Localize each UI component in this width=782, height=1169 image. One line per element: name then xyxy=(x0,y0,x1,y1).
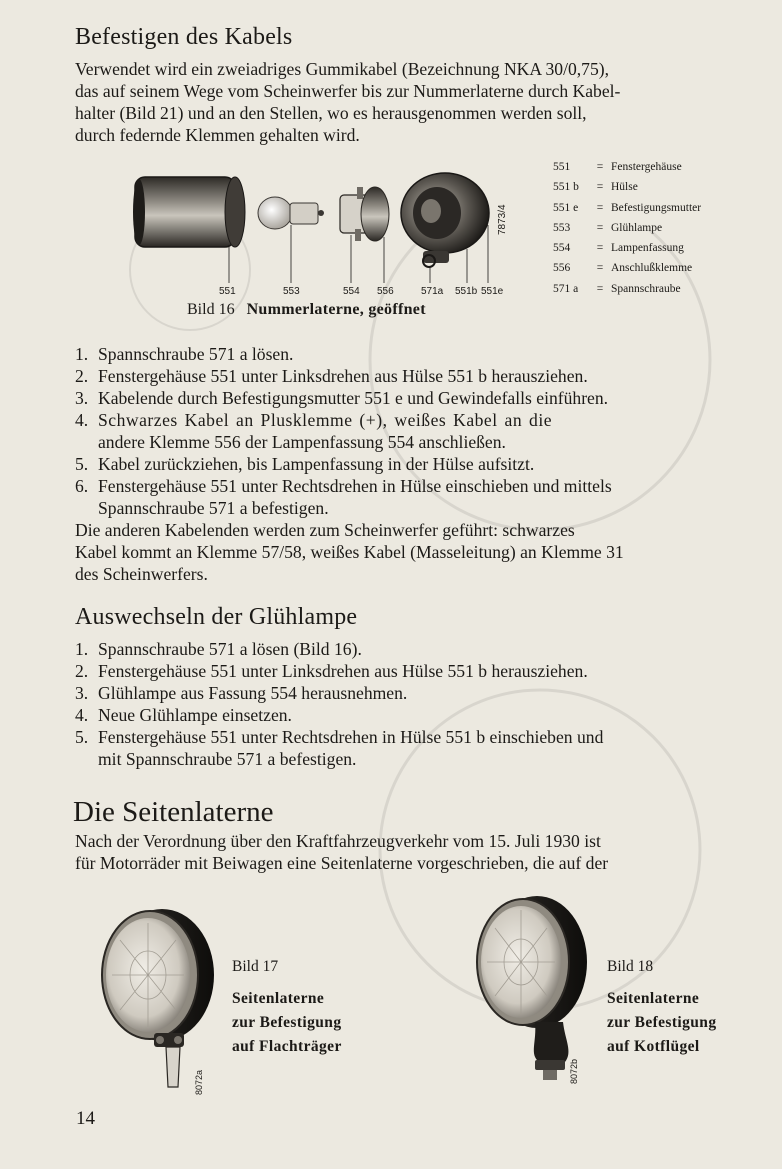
legend-row xyxy=(553,157,701,177)
text-line: Kabel kommt an Klemme 57/58, weißes Kabel (Masseleitung) an Klemme 31 xyxy=(75,542,624,562)
legend-equals: = xyxy=(596,242,604,255)
legend-code: 556 xyxy=(553,262,571,275)
text-line: Nach der Verordnung über den Kraftfahrzeugverkehr vom 15. Juli 1930 ist xyxy=(75,831,601,851)
legend-code: 554 xyxy=(553,242,571,255)
step-number: 4. xyxy=(75,410,89,430)
figure16-caption xyxy=(187,301,426,319)
steps-list-befestigen xyxy=(75,343,769,519)
section3-paragraph xyxy=(75,830,767,874)
list-item xyxy=(75,387,769,409)
figure18-title-line: zur Befestigung xyxy=(607,1014,717,1031)
legend-equals: = xyxy=(596,282,604,295)
step-text: Spannschraube 571 a lösen (Bild 16). xyxy=(98,639,362,659)
figure17-side-lamp-drawing xyxy=(92,905,222,1095)
text-line: Verwendet wird ein zweiadriges Gummikabel (Bezeichnung NKA 30/0,75), xyxy=(75,59,610,79)
legend-text: Befestigungsmutter xyxy=(611,201,702,214)
step-number: 2. xyxy=(75,366,89,386)
sleeve-551b-drawing xyxy=(401,173,489,267)
figure17-title-line: zur Befestigung xyxy=(232,1014,342,1031)
housing-551-drawing xyxy=(133,177,245,247)
legend-equals: = xyxy=(596,221,604,234)
step-text: Spannschraube 571 a lösen. xyxy=(98,344,294,364)
step-text: Kabelende durch Befestigungsmutter 551 e und Gewindefalls einführen. xyxy=(98,388,609,408)
bulb-553-drawing xyxy=(258,197,324,229)
text-line: das auf seinem Wege vom Scheinwerfer bis zur Nummerlaterne durch Kabel- xyxy=(75,81,621,101)
step-number: 3. xyxy=(75,388,89,408)
part-label: 551e xyxy=(481,286,504,297)
socket-554-drawing xyxy=(340,187,389,241)
text-line: Die anderen Kabelenden werden zum Scheinwerfer geführt: schwarzes xyxy=(75,520,575,540)
steps-list-gluehlampe xyxy=(75,638,769,770)
legend-code: 571 a xyxy=(553,282,579,295)
legend-equals: = xyxy=(596,262,604,275)
step-text: andere Klemme 556 der Lampenfassung 554 anschließen. xyxy=(98,432,506,452)
list-item xyxy=(75,638,769,660)
part-label: 556 xyxy=(377,286,394,297)
step-number: 5. xyxy=(75,454,89,474)
legend-row xyxy=(553,238,701,258)
section1-paragraph xyxy=(75,58,767,146)
step-text: mit Spannschraube 571 a befestigen. xyxy=(98,749,357,769)
legend-text: Hülse xyxy=(611,181,638,194)
figure18-title-line: auf Kotflügel xyxy=(607,1038,700,1055)
step-number: 2. xyxy=(75,661,89,681)
step-text: Schwarzes Kabel an Plusklemme (+), weißes Kabel an die xyxy=(98,410,553,430)
legend-text: Fenstergehäuse xyxy=(611,161,682,173)
figure17-ref-code: 8072a xyxy=(194,1069,204,1095)
text-line: des Scheinwerfers. xyxy=(75,564,208,584)
figure18-title-line: Seitenlaterne xyxy=(607,990,700,1007)
figure17-title-line: auf Flachträger xyxy=(232,1038,342,1055)
list-item xyxy=(75,453,769,475)
legend-text: Lampenfassung xyxy=(611,242,684,255)
list-item xyxy=(75,704,769,726)
step-number: 6. xyxy=(75,476,89,496)
legend-text: Glühlampe xyxy=(611,221,663,234)
legend-row xyxy=(553,258,701,278)
step-text: Spannschraube 571 a befestigen. xyxy=(98,498,329,518)
list-item xyxy=(75,726,769,770)
legend-text: Spannschraube xyxy=(611,282,681,295)
legend-row xyxy=(553,177,701,197)
text-line: durch federnde Klemmen gehalten wird. xyxy=(75,125,360,145)
step-text: Neue Glühlampe einsetzen. xyxy=(98,705,292,725)
cable-ends-paragraph xyxy=(75,519,767,585)
part-label: 554 xyxy=(343,286,360,297)
figure18-side-lamp-drawing xyxy=(465,892,600,1087)
legend-equals: = xyxy=(596,161,604,173)
page-number: 14 xyxy=(76,1108,95,1129)
list-item xyxy=(75,409,769,453)
text-line: für Motorräder mit Beiwagen eine Seitenlaterne vorgeschrieben, die auf der xyxy=(75,853,609,873)
legend-code: 551 b xyxy=(553,181,579,194)
step-text: Fenstergehäuse 551 unter Rechtsdrehen in Hülse 551 b einschieben und xyxy=(98,727,604,747)
part-label: 553 xyxy=(283,286,300,297)
section-heading-auswechseln: Auswechseln der Glühlampe xyxy=(75,604,358,630)
legend-row xyxy=(553,218,701,238)
figure16-legend xyxy=(553,157,701,299)
step-text: Kabel zurückziehen, bis Lampenfassung in der Hülse aufsitzt. xyxy=(98,454,535,474)
legend-row xyxy=(553,279,701,299)
figure18-caption xyxy=(607,955,716,1059)
figure16-exploded-lamp-drawing xyxy=(125,165,525,283)
step-number: 1. xyxy=(75,344,89,364)
legend-equals: = xyxy=(596,181,604,194)
figure16-title: Nummerlaterne, geöffnet xyxy=(246,301,426,318)
section-heading-befestigen: Befestigen des Kabels xyxy=(75,24,293,50)
list-item xyxy=(75,343,769,365)
legend-code: 553 xyxy=(553,221,571,234)
step-number: 1. xyxy=(75,639,89,659)
part-label: 551b xyxy=(455,286,478,297)
step-text: Fenstergehäuse 551 unter Linksdrehen aus Hülse 551 b herausziehen. xyxy=(98,661,588,681)
part-label: 571a xyxy=(421,286,444,297)
legend-equals: = xyxy=(596,201,604,214)
list-item xyxy=(75,365,769,387)
step-number: 4. xyxy=(75,705,89,725)
figure16-ref-code: 7873/4 xyxy=(497,204,508,235)
step-text: Fenstergehäuse 551 unter Rechtsdrehen in Hülse einschieben und mittels xyxy=(98,476,612,496)
step-text: Glühlampe aus Fassung 554 herausnehmen. xyxy=(98,683,408,703)
list-item xyxy=(75,660,769,682)
part-label: 551 xyxy=(219,286,236,297)
legend-text: Anschlußklemme xyxy=(611,262,693,275)
figure17-title-line: Seitenlaterne xyxy=(232,990,325,1007)
figure17-caption xyxy=(232,955,342,1059)
figure17-label: Bild 17 xyxy=(232,958,279,975)
step-number: 3. xyxy=(75,683,89,703)
legend-code: 551 e xyxy=(553,201,579,214)
step-text: Fenstergehäuse 551 unter Linksdrehen aus Hülse 551 b herausziehen. xyxy=(98,366,588,386)
legend-row xyxy=(553,198,701,218)
list-item xyxy=(75,475,769,519)
legend-code: 551 xyxy=(553,161,571,173)
figure18-ref-code: 8072b xyxy=(569,1058,579,1084)
step-number: 5. xyxy=(75,727,89,747)
figure16-label: Bild 16 xyxy=(187,301,235,318)
figure18-label: Bild 18 xyxy=(607,958,654,975)
text-line: halter (Bild 21) und an den Stellen, wo es herausgenommen werden soll, xyxy=(75,103,587,123)
section-heading-seitenlaterne: Die Seitenlaterne xyxy=(73,796,274,828)
list-item xyxy=(75,682,769,704)
